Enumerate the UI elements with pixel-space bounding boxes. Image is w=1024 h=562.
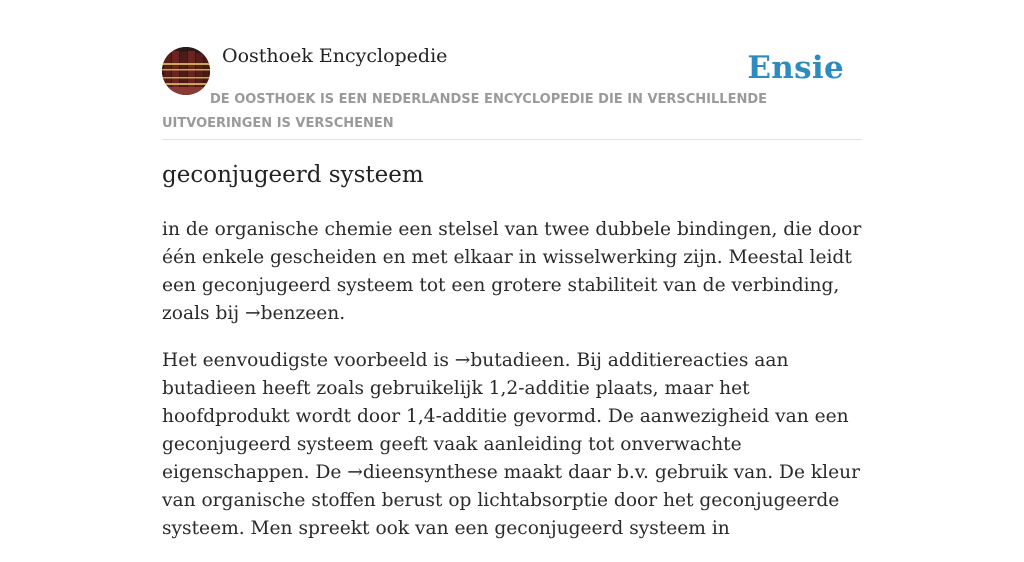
entry-paragraph: in de organische chemie een stelsel van twee dubbele bindingen, die door één enkele gescheiden en met elkaar in wisselwerking zijn. Meestal leidt een geconjugeerd systeem tot een grotere stabiliteit van de verbinding, zoals bij →benzeen.	[162, 219, 862, 324]
entry-title: geconjugeerd systeem	[162, 162, 424, 188]
entry-paragraph: Het eenvoudigste voorbeeld is →butadieen. Bij additiereacties aan butadieen heeft zoals gebruikelijk 1,2-additie plaats, maar het hoofdprodukt wordt door 1,4-additie gevormd. De aanwezigheid van een geconjugeerd systeem geeft vaak aanleiding tot onverwachte eigenschappen. De →dieensynthese maakt daar b.v. gebruik van. De kleur van organische stoffen berust op lichtabsorptie door het geconjugeerde systeem. Men spreekt ook van een geconjugeerd systeem in	[162, 350, 860, 539]
site-header	[162, 0, 862, 140]
entry-body	[162, 216, 862, 562]
source-tagline: DE OOSTHOEK IS EEN NEDERLANDSE ENCYCLOPEDIE DIE IN VERSCHILLENDE UITVOERINGEN IS VERSCHENEN	[162, 92, 768, 131]
brand-logo[interactable]: Ensie	[747, 50, 844, 86]
page	[162, 0, 862, 539]
source-name[interactable]: Oosthoek Encyclopedie	[222, 45, 448, 67]
